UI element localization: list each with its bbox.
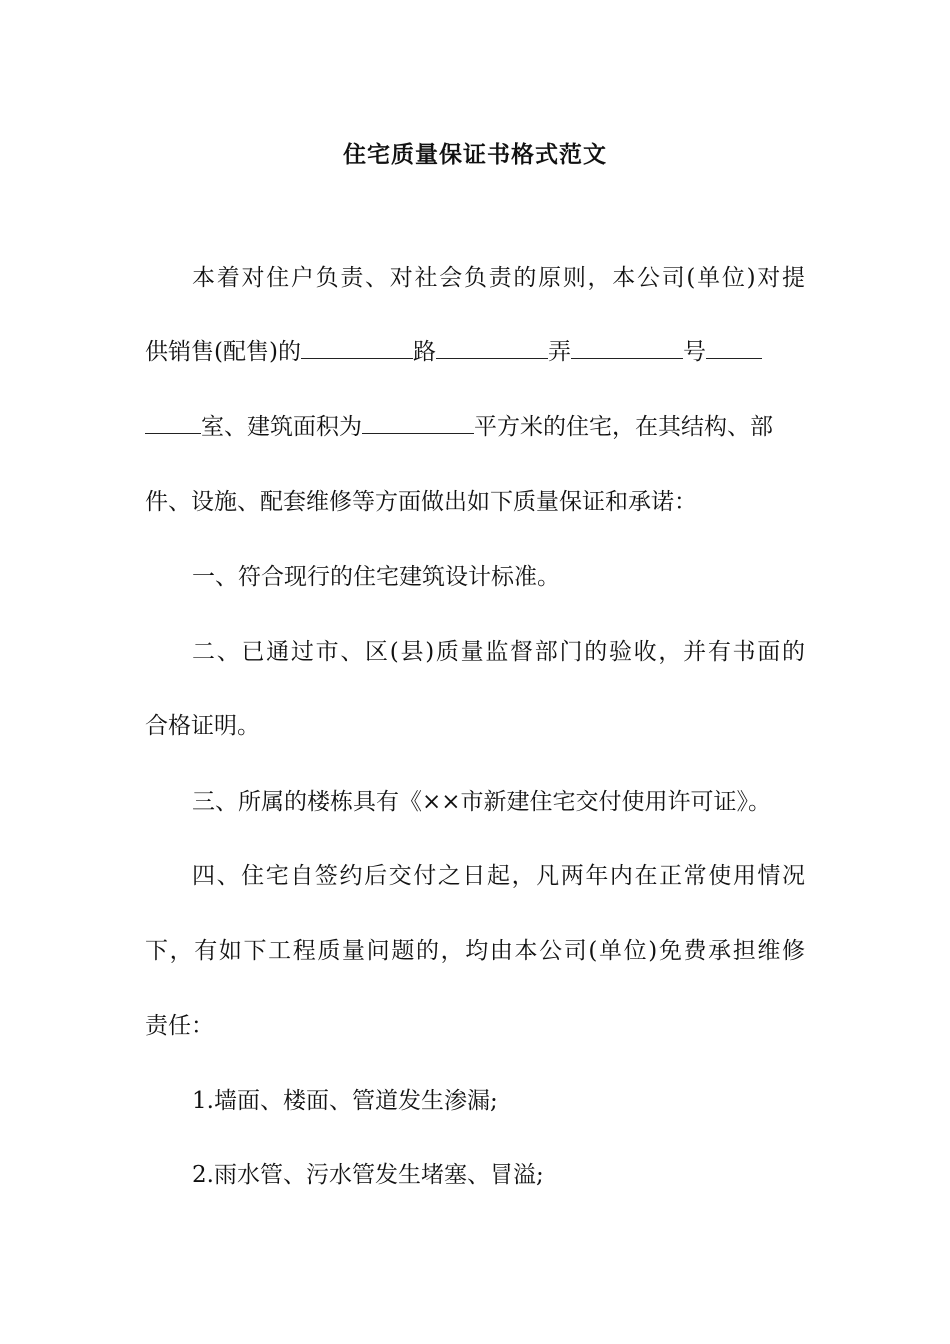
room-blank-end <box>145 411 201 434</box>
intro-line-4: 件、设施、配套维修等方面做出如下质量保证和承诺： <box>145 489 697 515</box>
intro-line-3-text-b: 平方米的住宅，在其结构、部 <box>474 414 773 440</box>
intro-line-1: 本着对住户负责、对社会负责的原则，本公司(单位)对提 <box>192 265 805 291</box>
item-four-line-1: 四、住宅自签约后交付之日起，凡两年内在正常使用情况 <box>192 863 805 889</box>
item-two-line-2: 合格证明。 <box>145 713 260 739</box>
intro-line-2-text-b: 路 <box>412 339 436 365</box>
area-blank <box>362 411 474 434</box>
item-four-line-2: 下，有如下工程质量问题的，均由本公司(单位)免费承担维修 <box>145 938 805 964</box>
intro-line-3 <box>145 411 805 443</box>
intro-line-2 <box>145 336 805 368</box>
intro-line-3-text-a: 室、建筑面积为 <box>201 414 362 440</box>
subitem-2: 2.雨水管、污水管发生堵塞、冒溢; <box>192 1162 544 1188</box>
document-title: 住宅质量保证书格式范文 <box>343 141 607 168</box>
subitem-1: 1.墙面、楼面、管道发生渗漏; <box>192 1088 498 1114</box>
room-blank-start <box>706 336 762 359</box>
item-three: 三、所属的楼栋具有《××市新建住宅交付使用许可证》。 <box>192 789 772 815</box>
item-one: 一、符合现行的住宅建筑设计标准。 <box>192 564 560 590</box>
lane-blank <box>436 336 548 359</box>
number-blank <box>571 336 683 359</box>
intro-line-2-text-d: 号 <box>682 339 706 365</box>
intro-line-2-text-c: 弄 <box>547 339 571 365</box>
intro-line-2-text-a: 供销售(配售)的 <box>145 339 301 365</box>
item-four-line-3: 责任： <box>145 1013 214 1039</box>
item-two-line-1: 二、已通过市、区(县)质量监督部门的验收，并有书面的 <box>192 639 805 665</box>
road-blank <box>301 336 413 359</box>
